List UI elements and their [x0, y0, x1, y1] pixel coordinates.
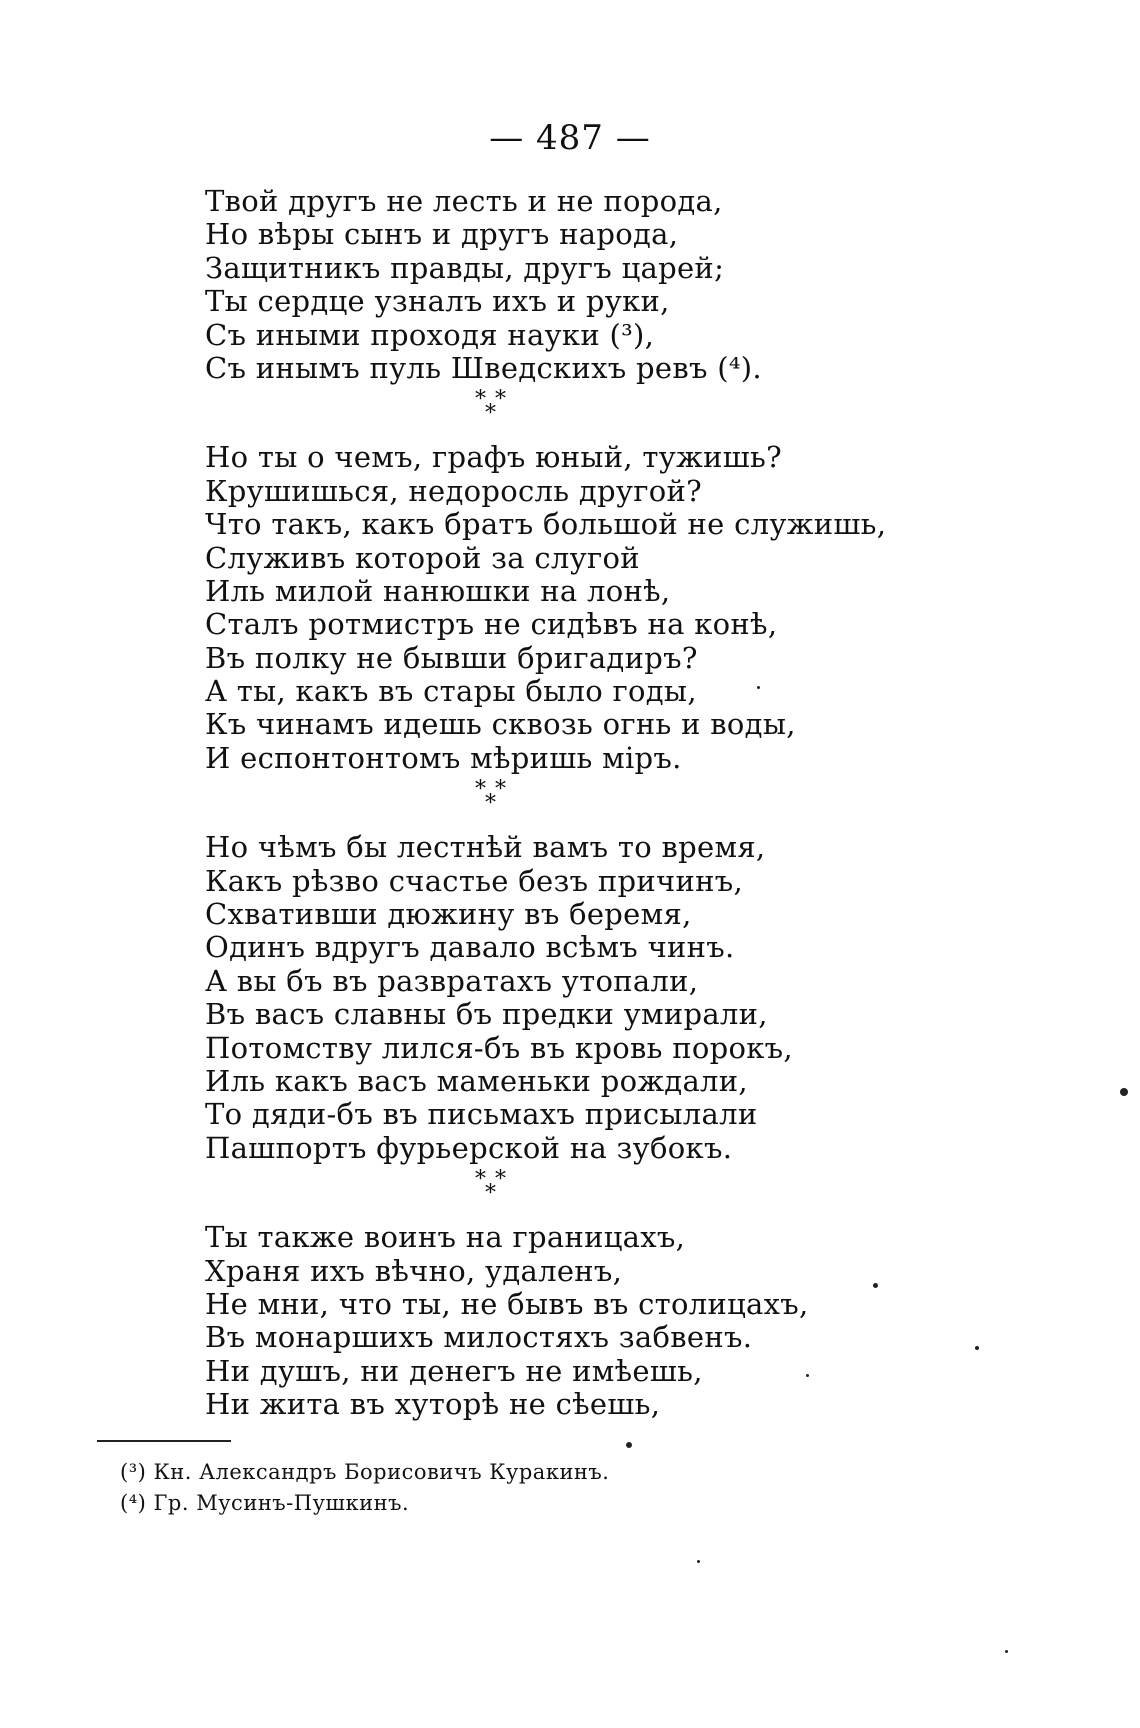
footnote-mark: (³)	[120, 1460, 147, 1484]
verse-line: И еспонтонтомъ мѣришь міръ.	[205, 740, 682, 775]
stanza	[205, 831, 925, 1165]
footnote-rule	[97, 1440, 231, 1442]
scan-speck	[873, 1283, 878, 1288]
stanza	[205, 1221, 925, 1421]
page-number: — 487 —	[489, 118, 651, 158]
scan-speck	[975, 1346, 979, 1350]
verse-line: Въ монаршихъ милостяхъ забвенъ.	[205, 1320, 753, 1355]
footnote-mark: (⁴)	[120, 1491, 147, 1515]
verse-line: Схвативши дюжину въ беремя,	[205, 897, 692, 932]
asterisk: *	[475, 1167, 486, 1193]
verse-line: Служивъ которой за слугой	[205, 540, 640, 575]
verse-line: Ни душъ, ни денегъ не имѣешь,	[205, 1353, 703, 1388]
verse-line: Одинъ вдругъ давало всѣмъ чинъ.	[205, 930, 735, 965]
stanza	[205, 441, 925, 775]
verse-line: Ты сердце узналъ ихъ и руки,	[205, 284, 670, 319]
scan-speck	[1120, 1088, 1128, 1096]
asterisk: *	[475, 777, 486, 803]
footnote-text: Гр. Мусинъ-Пушкинъ.	[153, 1491, 410, 1515]
scan-speck	[806, 1374, 809, 1377]
verse-line: Въ полку не бывши бригадиръ?	[205, 640, 698, 675]
verse-line: Но вѣры сынъ и другъ народа,	[205, 217, 679, 252]
asterisk: *	[475, 387, 486, 413]
asterisk: *	[495, 1167, 506, 1193]
verse-line: Сталъ ротмистръ не сидѣвъ на конѣ,	[205, 607, 778, 642]
asterisk: *	[485, 401, 496, 427]
scan-speck	[626, 1442, 632, 1448]
footnote	[120, 1488, 820, 1519]
verse-line: Ни жита въ хуторѣ не сѣешь,	[205, 1387, 661, 1422]
footnote-text: Кн. Александръ Борисовичъ Куракинъ.	[153, 1460, 610, 1484]
verse-line: Въ васъ славны бъ предки умирали,	[205, 997, 768, 1032]
verse-line: Пашпортъ фурьерской на зубокъ.	[205, 1130, 733, 1165]
stanza	[205, 185, 925, 385]
footnote	[120, 1457, 820, 1488]
verse-line: Но чѣмъ бы лестнѣй вамъ то время,	[205, 830, 766, 865]
verse-line: Что такъ, какъ братъ большой не служишь,	[205, 507, 887, 542]
scan-speck	[757, 686, 760, 689]
footnotes	[120, 1457, 820, 1519]
stanza-divider	[205, 385, 925, 441]
verse-line: Защитникъ правды, другъ царей;	[205, 250, 725, 285]
asterisk: *	[485, 1181, 496, 1207]
verse-line: Ты также воинъ на границахъ,	[205, 1220, 686, 1255]
stanza-divider	[205, 775, 925, 831]
verse-line: Но ты о чемъ, графъ юный, тужишь?	[205, 440, 782, 475]
verse-line: Какъ рѣзво счастье безъ причинъ,	[205, 863, 743, 898]
asterism-ornament	[475, 1169, 519, 1209]
verse-line: Иль милой нанюшки на лонѣ,	[205, 573, 671, 608]
asterisk: *	[495, 777, 506, 803]
verse-line: Крушишься, недоросль другой?	[205, 473, 702, 508]
verse-line: Потомству лился-бъ въ кровь порокъ,	[205, 1030, 793, 1065]
verse-line: Храня ихъ вѣчно, удаленъ,	[205, 1253, 623, 1288]
verse-line: Твой другъ не лесть и не порода,	[205, 184, 723, 218]
asterism-ornament	[475, 779, 519, 819]
asterisk: *	[485, 791, 496, 817]
verse-line: Съ иными проходя науки (³),	[205, 317, 655, 352]
verse-line: А вы бъ въ развратахъ утопали,	[205, 963, 699, 998]
verse-line: То дяди-бъ въ письмахъ присылали	[205, 1097, 758, 1132]
verse-line: Къ чинамъ идешь сквозь огнь и воды,	[205, 707, 796, 742]
scan-speck	[1005, 1650, 1008, 1653]
verse-line: А ты, какъ въ стары было годы,	[205, 674, 697, 709]
scan-speck	[697, 1560, 700, 1563]
stanza-divider	[205, 1165, 925, 1221]
verse-line: Иль какъ васъ маменьки рождали,	[205, 1063, 748, 1098]
verse-line: Не мни, что ты, не бывъ въ столицахъ,	[205, 1286, 809, 1321]
verse-line: Съ инымъ пуль Шведскихъ ревъ (⁴).	[205, 350, 762, 385]
poem-body	[205, 185, 925, 1422]
asterisk: *	[495, 387, 506, 413]
asterism-ornament	[475, 389, 519, 429]
